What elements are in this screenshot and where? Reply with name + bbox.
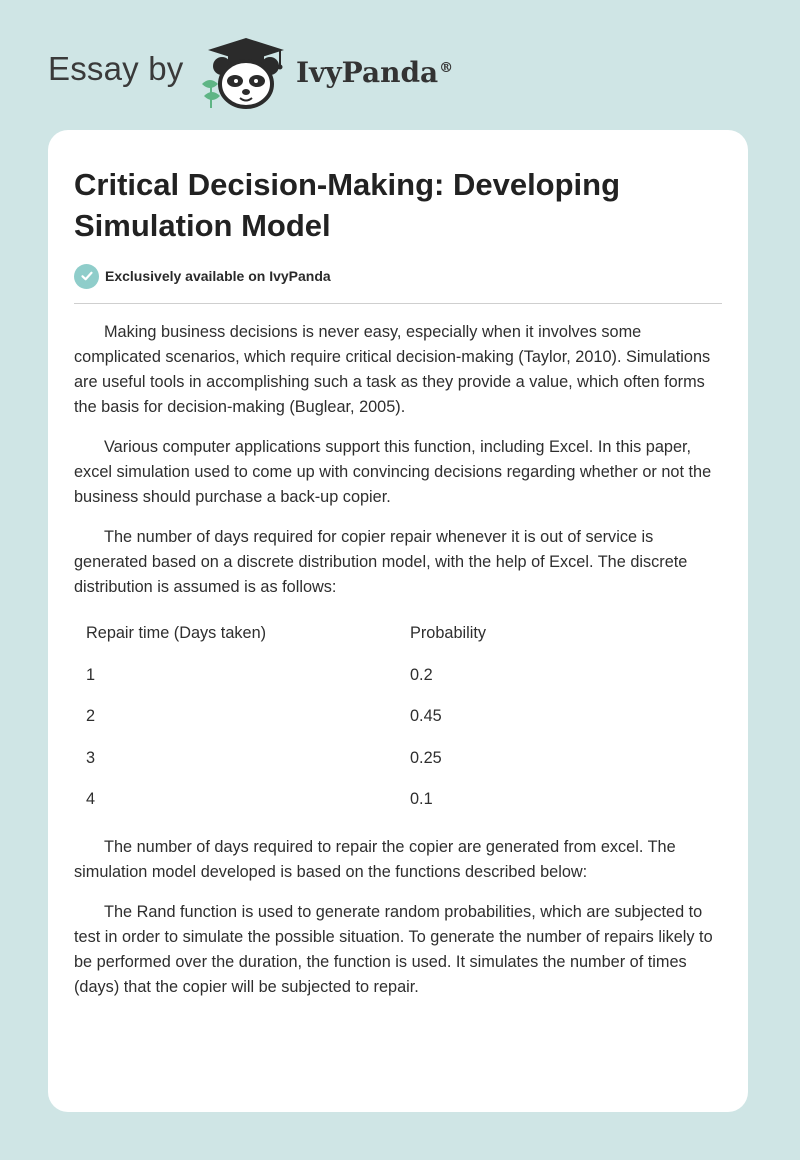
badge-text: Exclusively available on IvyPanda — [105, 268, 331, 284]
paragraph: The Rand function is used to generate random probabilities, which are subjected to test in order to simulate the possible situation. To generate the number of repairs likely to be performed over the duration, the function is used. It simulates the number of times (days) that the copier will be subjected to repair. — [74, 902, 713, 996]
essay-by-label: Essay by — [48, 50, 184, 87]
table-cell: 0.1 — [410, 790, 433, 809]
table-cell: 1 — [86, 665, 96, 684]
essay-body — [74, 320, 724, 1015]
brand-name[interactable]: IvyPanda® — [296, 56, 454, 89]
paragraph: Various computer applications support this function, including Excel. In this paper, excel simulation used to come up with convincing decisions regarding whether or not the business should purchase a back-up copier. — [74, 438, 712, 506]
table-cell: 0.25 — [410, 748, 442, 767]
exclusive-badge — [74, 263, 331, 289]
table-cell: 2 — [86, 707, 96, 726]
registered-mark: ® — [439, 59, 454, 76]
table-row — [74, 655, 724, 697]
site-header — [48, 36, 768, 116]
repair-distribution-table — [74, 613, 724, 821]
table-cell: 0.45 — [410, 707, 442, 726]
table-cell: 3 — [86, 748, 96, 767]
column-header: Repair time (Days taken) — [86, 624, 267, 643]
essay-card — [48, 130, 748, 1112]
page-title: Critical Decision-Making: Developing Simulation Model — [74, 167, 621, 243]
table-cell: 4 — [86, 790, 96, 809]
check-circle-icon — [74, 264, 99, 289]
column-header: Probability — [410, 624, 487, 643]
panda-graduate-logo-icon[interactable] — [198, 36, 294, 110]
paragraph: The number of days required for copier repair whenever it is out of service is generated based on a discrete distribution model, with the help of Excel. The discrete distribution is assumed is as follows: — [74, 528, 688, 596]
paragraph: The number of days required to repair the copier are generated from excel. The simulation model developed is based on the functions described below: — [74, 837, 676, 881]
table-row — [74, 696, 724, 738]
table-row — [74, 779, 724, 821]
paragraph: Making business decisions is never easy, especially when it involves some complicated scenarios, which require critical decision-making (Taylor, 2010). Simulations are useful tools in accomplishing such a task as they provide a value, which often forms the basis for decision-making (Buglear, 2005). — [74, 323, 711, 416]
table-header-row — [74, 613, 724, 655]
table-cell: 0.2 — [410, 665, 433, 684]
divider — [74, 303, 722, 304]
table-row — [74, 738, 724, 780]
